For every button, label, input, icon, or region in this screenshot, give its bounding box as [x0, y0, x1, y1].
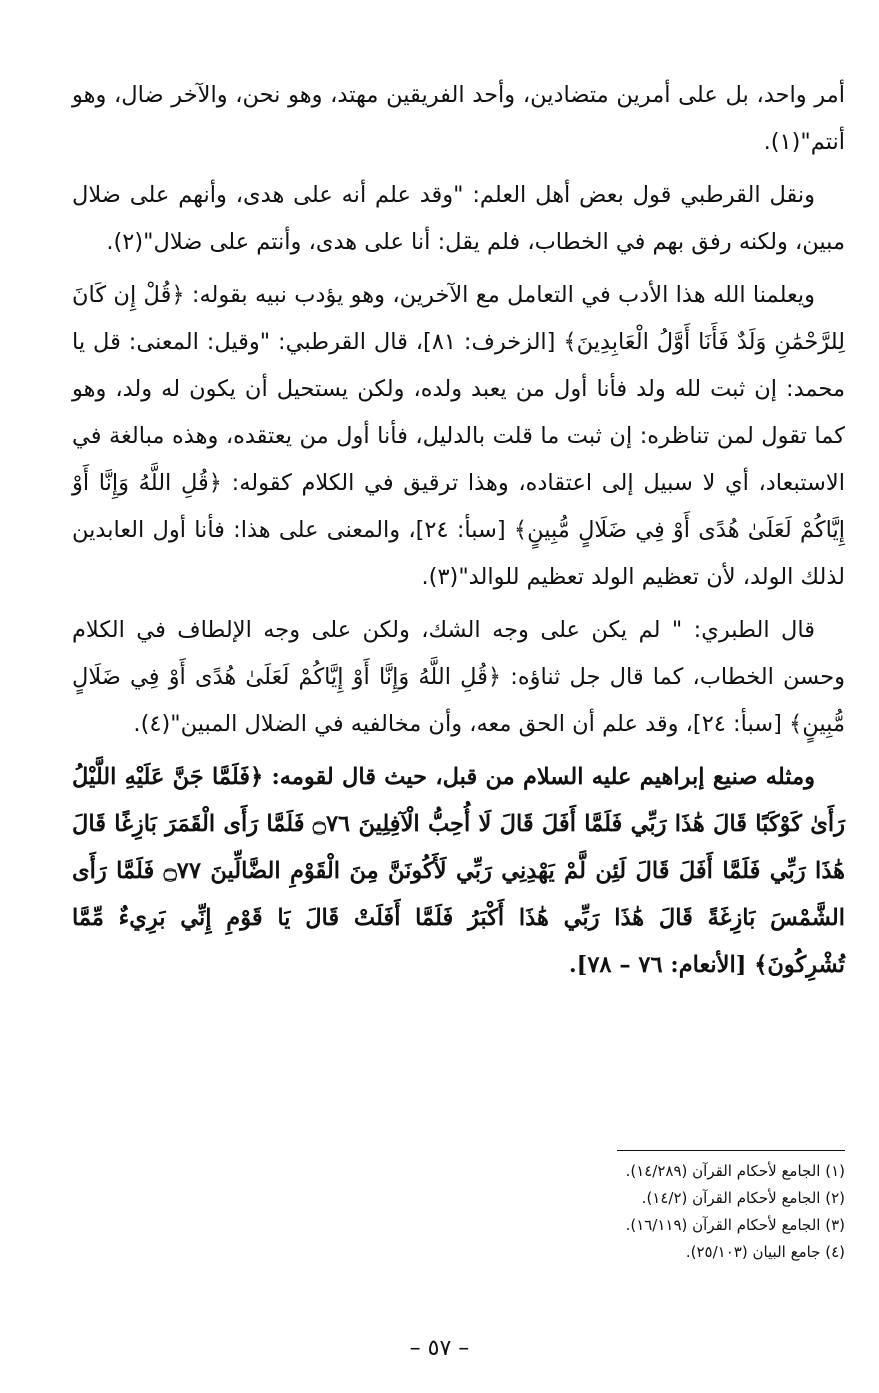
paragraph-1: أمر واحد، بل على أمرين متضادين، وأحد الفريقين مهتد، وهو نحن، والآخر ضال، وهو أنتم"(١). — [72, 82, 845, 155]
footnote-divider — [617, 1150, 845, 1151]
footnotes — [345, 1158, 845, 1266]
footnote-1: (١) الجامع لأحكام القرآن (١٤/٢٨٩). — [625, 1162, 845, 1180]
paragraph-5: ومثله صنيع إبراهيم عليه السلام من قبل، حيث قال لقومه: ﴿فَلَمَّا جَنَّ عَلَيْهِ اللَّيْلُ رَأَىٰ كَوْكَبًا قَالَ هَٰذَا رَبِّي فَلَمَّا أَفَلَ قَالَ لَا أُحِبُّ الْآفِلِينَ ۝٧٦ فَلَمَّا رَأَى الْقَمَرَ بَازِغًا قَالَ هَٰذَا رَبِّي فَلَمَّا أَفَلَ قَالَ لَئِن لَّمْ يَهْدِنِي رَبِّي لَأَكُونَنَّ مِنَ الْقَوْمِ الضَّالِّينَ ۝٧٧ فَلَمَّا رَأَى الشَّمْسَ بَازِغَةً قَالَ هَٰذَا رَبِّي هَٰذَا أَكْبَرُ فَلَمَّا أَفَلَتْ قَالَ يَا قَوْمِ إِنِّي بَرِيءٌ مِّمَّا تُشْرِكُونَ﴾ [الأنعام: ٧٦ – ٧٨]. — [72, 764, 846, 978]
footnote-2: (٢) الجامع لأحكام القرآن (١٤/٢). — [641, 1189, 845, 1207]
page-number: – ٥٧ – — [409, 1336, 470, 1361]
paragraph-3: ويعلمنا الله هذا الأدب في التعامل مع الآخرين، وهو يؤدب نبيه بقوله: ﴿قُلْ إِن كَانَ لِلرَّحْمَٰنِ وَلَدٌ فَأَنَا أَوَّلُ الْعَابِدِينَ﴾ [الزخرف: ٨١]، قال القرطبي: "وقيل: المعنى: قل يا محمد: إن ثبت لله ولد فأنا أول من يعبد ولده، ولكن يستحيل أن يكون له ولد، وهو كما تقول لمن تناظره: إن ثبت ما قلت بالدليل، فأنا أول من يعتقده، وهذه مبالغة في الاستبعاد، أي لا سبيل إلى اعتقاده، وهذا ترقيق في الكلام كقوله: ﴿قُلِ اللَّهُ وَإِنَّا أَوْ إِيَّاكُمْ لَعَلَىٰ هُدًى أَوْ فِي ضَلَالٍ مُّبِينٍ﴾ [سبأ: ٢٤]، والمعنى على هذا: فأنا أول العابدين لذلك الولد، لأن تعظيم الولد تعظيم للوالد"(٣). — [72, 282, 846, 590]
footnote-4: (٤) جامع البيان (٢٥/١٠٣). — [685, 1243, 845, 1261]
paragraph-4: قال الطبري: " لم يكن على وجه الشك، ولكن على وجه الإلطاف في الكلام وحسن الخطاب، كما قال جل ثناؤه: ﴿قُلِ اللَّهُ وَإِنَّا أَوْ إِيَّاكُمْ لَعَلَىٰ هُدًى أَوْ فِي ضَلَالٍ مُّبِينٍ﴾ [سبأ: ٢٤]، وقد علم أن الحق معه، وأن مخالفيه في الضلال المبين"(٤). — [72, 617, 845, 737]
footnote-3: (٣) الجامع لأحكام القرآن (١٦/١١٩). — [625, 1216, 845, 1234]
body-text — [72, 72, 845, 989]
paragraph-2: ونقل القرطبي قول بعض أهل العلم: "وقد علم أنه على هدى، وأنهم على ضلال مبين، ولكنه رفق بهم في الخطاب، فلم يقل: أنا على هدى، وأنتم على ضلال"(٢). — [72, 182, 845, 255]
